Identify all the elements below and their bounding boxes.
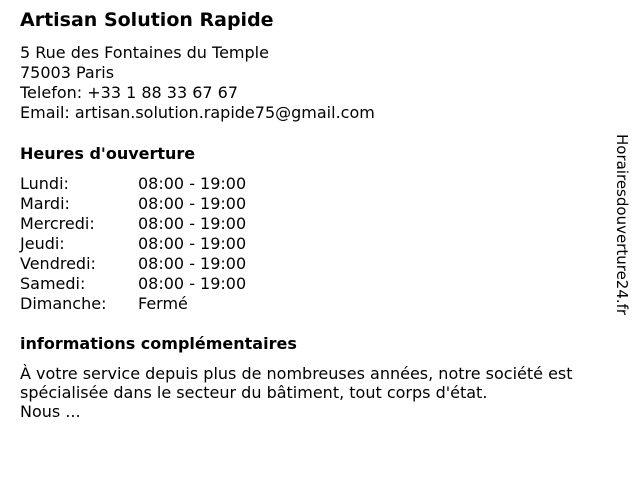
phone-number: Telefon: +33 1 88 33 67 67 xyxy=(20,83,239,102)
additional-info-text xyxy=(20,364,630,421)
day-label: Mercredi: xyxy=(20,214,95,233)
hours-row-saturday xyxy=(20,274,246,294)
day-hours: 08:00 - 19:00 xyxy=(138,274,247,293)
day-label: Jeudi: xyxy=(20,234,65,253)
address-street: 5 Rue des Fontaines du Temple xyxy=(20,43,269,62)
day-label: Samedi: xyxy=(20,274,86,293)
day-label: Dimanche: xyxy=(20,294,107,313)
address-city: 75003 Paris xyxy=(20,63,115,82)
business-name: Artisan Solution Rapide xyxy=(20,9,274,31)
site-watermark-text: Horairesdouverture24.fr xyxy=(613,134,631,316)
hours-row-monday xyxy=(20,174,246,194)
day-hours: 08:00 - 19:00 xyxy=(138,234,247,253)
day-label: Lundi: xyxy=(20,174,69,193)
site-watermark xyxy=(612,134,632,348)
day-hours: 08:00 - 19:00 xyxy=(138,214,247,233)
additional-info-heading: informations complémentaires xyxy=(20,334,297,353)
email-address: Email: artisan.solution.rapide75@gmail.com xyxy=(20,103,375,122)
info-text-line: spécialisée dans le secteur du bâtiment, tout corps d'état. xyxy=(20,383,488,402)
hours-row-tuesday xyxy=(20,194,246,214)
contact-block xyxy=(20,43,375,123)
day-hours: 08:00 - 19:00 xyxy=(138,194,247,213)
day-hours: 08:00 - 19:00 xyxy=(138,174,247,193)
day-label: Mardi: xyxy=(20,194,70,213)
hours-row-wednesday xyxy=(20,214,246,234)
info-text-line: Nous ... xyxy=(20,402,81,421)
info-text-line: À votre service depuis plus de nombreuses années, notre société est xyxy=(20,364,573,383)
opening-hours-table xyxy=(20,174,246,314)
day-label: Vendredi: xyxy=(20,254,96,273)
hours-row-sunday xyxy=(20,294,246,314)
hours-row-thursday xyxy=(20,234,246,254)
day-hours: 08:00 - 19:00 xyxy=(138,254,247,273)
opening-hours-heading: Heures d'ouverture xyxy=(20,144,196,163)
hours-row-friday xyxy=(20,254,246,274)
day-hours: Fermé xyxy=(138,294,188,313)
